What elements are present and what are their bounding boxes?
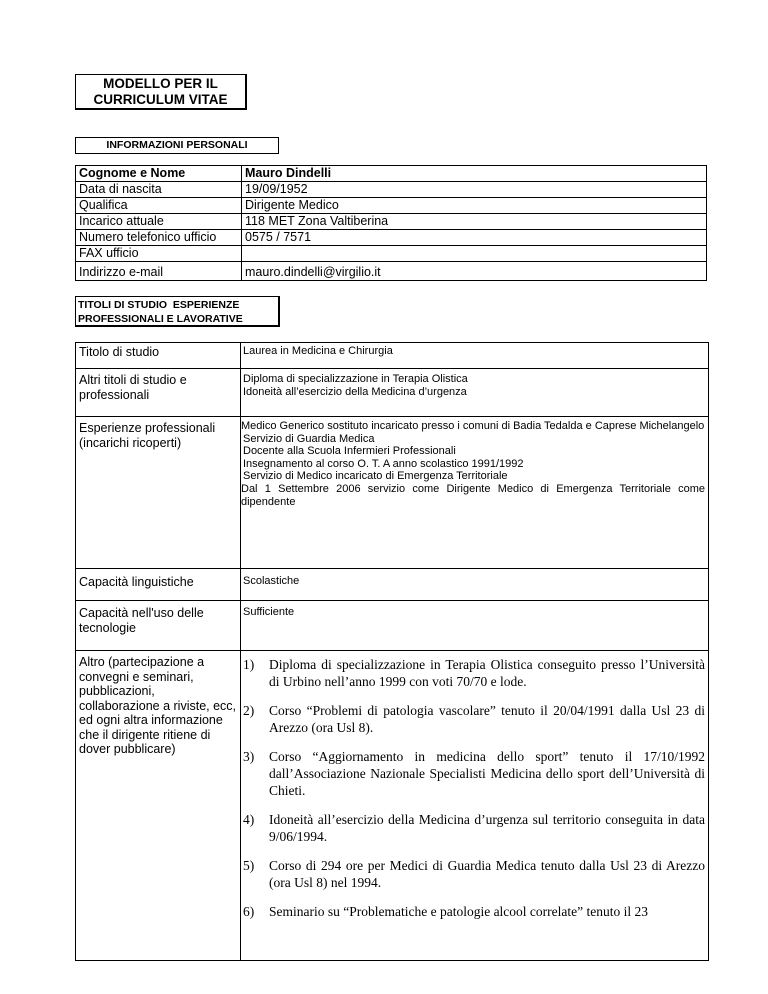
esperienze-line: Medico Generico sostituto incaricato presso i comuni di Badia Tedalda e Caprese Michelangelo — [241, 420, 705, 432]
table-row — [76, 369, 709, 417]
field-label-birthdate: Data di nascita — [76, 182, 242, 198]
table-row — [76, 417, 709, 569]
table-row — [76, 343, 709, 369]
table-row — [76, 569, 709, 601]
list-item-number: 1) — [243, 657, 255, 672]
value-titolo-studio: Laurea in Medicina e Chirurgia — [241, 343, 709, 369]
altro-list — [242, 656, 705, 920]
esperienze-line: Servizio di Medico incaricato di Emergenza Territoriale — [243, 470, 508, 483]
field-value-qualifica: Dirigente Medico — [242, 198, 707, 214]
table-row — [76, 198, 707, 214]
table-row — [76, 601, 709, 651]
list-item-number: 2) — [243, 703, 255, 718]
list-item — [242, 857, 705, 891]
list-item-number: 3) — [243, 749, 255, 764]
section-title-personal: INFORMAZIONI PERSONALI — [75, 137, 279, 154]
table-row — [76, 166, 707, 182]
value-altro — [241, 651, 709, 961]
table-row — [76, 262, 707, 281]
list-item-number: 4) — [243, 812, 255, 827]
list-item — [242, 656, 705, 690]
field-value-birthdate: 19/09/1952 — [242, 182, 707, 198]
value-altri-titoli — [241, 369, 709, 417]
field-value-phone: 0575 / 7571 — [242, 230, 707, 246]
document-title-line2: CURRICULUM VITAE — [93, 92, 228, 107]
list-item-text: Corso “Aggiornamento in medicina dello sport” tenuto il 17/10/1992 dall’Associazione Nazionale Specialisti Medicina dello sport dell’Università di Chieti. — [269, 749, 705, 798]
field-value-fax — [242, 246, 707, 262]
list-item-text: Corso “Problemi di patologia vascolare” tenuto il 20/04/1991 dalla Usl 23 di Arezzo (ora Usl 8). — [269, 703, 705, 735]
label-lingue: Capacità linguistiche — [76, 569, 241, 601]
label-esperienze: Esperienze professionali (incarichi ricoperti) — [76, 417, 241, 569]
field-value-name: Mauro Dindelli — [242, 166, 707, 182]
list-item-text: Idoneità all’esercizio della Medicina d’urgenza sul territorio conseguita in data 9/06/1994. — [269, 812, 705, 844]
esperienze-line: Dal 1 Settembre 2006 servizio come Dirigente Medico di Emergenza Territoriale come dipendente — [241, 482, 705, 508]
label-altri-titoli: Altri titoli di studio e professionali — [76, 369, 241, 417]
value-tecnologie: Sufficiente — [241, 601, 709, 651]
table-row — [76, 651, 709, 961]
list-item-number: 5) — [243, 858, 255, 873]
field-value-email[interactable]: mauro.dindelli@virgilio.it — [242, 262, 707, 281]
list-item — [242, 748, 705, 799]
list-item-text: Corso di 294 ore per Medici di Guardia Medica tenuto dalla Usl 23 di Arezzo (ora Usl 8) nel 1994. — [269, 858, 705, 890]
personal-info-table — [75, 165, 707, 281]
field-label-email: Indirizzo e-mail — [76, 262, 242, 281]
section-title-titoli-line1: TITOLI DI STUDIO ESPERIENZE — [78, 299, 240, 311]
table-row — [76, 230, 707, 246]
table-row — [76, 214, 707, 230]
document-title — [75, 74, 247, 110]
list-item-text: Seminario su “Problematiche e patologie alcool correlate” tenuto il 23 — [269, 904, 648, 919]
label-tecnologie: Capacità nell'uso delle tecnologie — [76, 601, 241, 651]
table-row — [76, 246, 707, 262]
value-lingue: Scolastiche — [241, 569, 709, 601]
list-item-number: 6) — [243, 904, 255, 919]
altri-titoli-line: Idoneità all’esercizio della Medicina d’urgenza — [243, 385, 467, 398]
list-item — [242, 811, 705, 845]
value-esperienze — [241, 417, 709, 569]
document-title-line1: MODELLO PER IL — [103, 76, 218, 91]
label-altro: Altro (partecipazione a convegni e seminari, pubblicazioni, collaborazione a riviste, ecc, ed ogni altra informazione che il dirigente ritiene di dover pubblicare) — [76, 651, 241, 961]
field-label-name: Cognome e Nome — [76, 166, 242, 182]
esperienze-line: Insegnamento al corso O. T. A anno scolastico 1991/1992 — [243, 457, 524, 470]
field-label-incarico: Incarico attuale — [76, 214, 242, 230]
esperienze-line: Docente alla Scuola Infermieri Professionali — [243, 445, 456, 458]
field-label-phone: Numero telefonico ufficio — [76, 230, 242, 246]
list-item-text: Diploma di specializzazione in Terapia Olistica conseguito presso l’Università di Urbino nell’anno 1999 con voti 70/70 e lode. — [269, 657, 705, 689]
field-value-incarico: 118 MET Zona Valtiberina — [242, 214, 707, 230]
field-label-qualifica: Qualifica — [76, 198, 242, 214]
section-title-titoli-line2: PROFESSIONALI E LAVORATIVE — [78, 313, 243, 325]
list-item — [242, 702, 705, 736]
field-label-fax: FAX ufficio — [76, 246, 242, 262]
label-titolo-studio: Titolo di studio — [76, 343, 241, 369]
titoli-table — [75, 342, 709, 961]
table-row — [76, 182, 707, 198]
esperienze-line: Servizio di Guardia Medica — [243, 432, 375, 445]
section-title-titoli — [75, 296, 280, 327]
list-item — [242, 903, 705, 920]
altri-titoli-line: Diploma di specializzazione in Terapia Olistica — [243, 373, 468, 385]
